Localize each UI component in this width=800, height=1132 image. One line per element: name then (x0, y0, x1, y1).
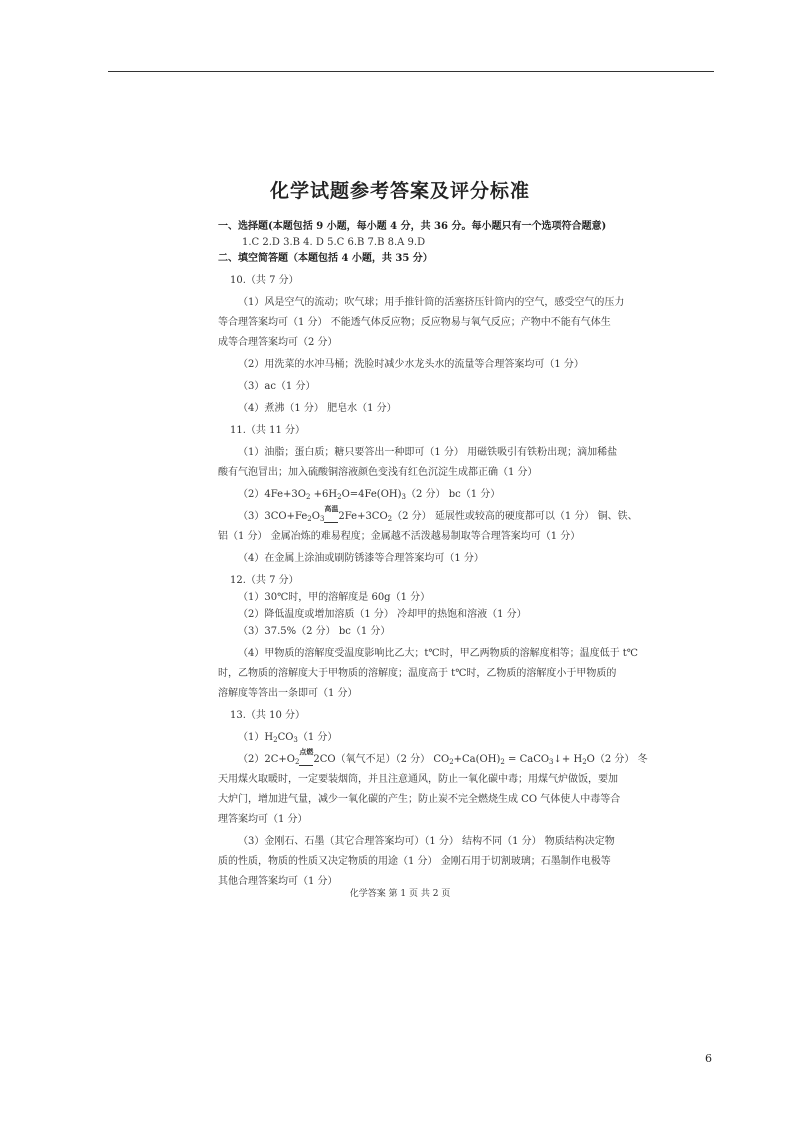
choice-answers: 1.C 2.D 3.B 4. D 5.C 6.B 7.B 8.A 9.D (242, 237, 426, 248)
page-number: 6 (705, 1052, 712, 1065)
q12-part4 (218, 646, 674, 702)
reaction-condition-high-temp: 高温 (324, 512, 338, 523)
q12-part2: （2）降低温度或增加溶质（1 分） 冷却甲的热饱和溶液（1 分） (238, 609, 527, 620)
q12-part4-line3: 溶解度等答出一条即可（1 分） (218, 688, 358, 699)
q10-part1 (218, 295, 674, 351)
q11-part1-line1: （1）油脂；蛋白质；糖只要答出一种即可（1 分） 用磁铁吸引有铁粉出现；滴加稀盐 (238, 447, 618, 458)
q11-part4: （4）在金属上涂油或刷防锈漆等合理答案均可（1 分） (238, 553, 484, 564)
q13-part3 (218, 834, 674, 890)
q13-part2-line3: 大炉门，增加进气量，减少一氧化碳的产生；防止炭不完全燃烧生成 CO 气体使人中毒等合 (218, 794, 621, 805)
q11-part3-line2: 铝（1 分） 金属冶炼的难易程度；金属越不活泼越易制取等合理答案均可（1 分） (218, 531, 581, 542)
section2-heading: 二、填空简答题（本题包括 4 小题，共 35 分） (218, 253, 433, 264)
q10-header: 10.（共 7 分） (230, 275, 299, 286)
q11-part1-line2: 酸有气泡冒出；加入硫酸铜溶液颜色变浅有红色沉淀生成都正确（1 分） (218, 467, 538, 478)
q11-part3-equation: $(3)3CO+Fe_2O_3$ 高温 $2Fe+3CO_2(2$ 分） 延展性或较高的硬度都可以（1 分） 铜、铁、 (238, 504, 638, 523)
section1-heading: 一、选择题(本题包括 9 小题，每小题 4 分，共 36 分。每小题只有一个选项符合题意) (218, 221, 607, 232)
q13-part3-line1: （3）金刚石、石墨（其它合理答案均可）（1 分） 结构不同（1 分） 物质结构决定物 (238, 836, 615, 847)
q12-part4-line1: （4）甲物质的溶解度受温度影响比乙大；t℃时，甲乙两物质的溶解度相等；温度低于 t℃ (238, 648, 638, 659)
q11-part2-equation: $(2)4Fe+3O_2 +6H_2O=4Fe(OH)_3(2$ 分） bc（1 分） (238, 489, 501, 501)
q11-part1 (218, 445, 674, 481)
q12-part4-line2: 时，乙物质的溶解度大于甲物质的溶解度；温度高于 t℃时，乙物质的溶解度小于甲物质的 (218, 668, 617, 679)
q12-part1: （1）30℃时，甲的溶解度是 60g（1 分） (238, 592, 431, 603)
q13-part1: $(1)H_2CO_3(1$ 分） (238, 732, 338, 744)
q11-header: 11.（共 11 分） (230, 425, 305, 436)
q13-part3-line2: 质的性质，物质的性质又决定物质的用途（1 分） 金刚石用于切割玻璃；石墨制作电极等 (218, 856, 611, 867)
q12-part3: （3）37.5%（2 分） bc（1 分） (238, 626, 391, 637)
q10-part1-line2: 等合理答案均可（1 分） 不能透气体反应物；反应物易与氧气反应；产物中不能有气体生 (218, 317, 611, 328)
q10-part2: （2）用洗菜的水冲马桶；洗脸时减少水龙头水的流量等合理答案均可（1 分） (238, 359, 584, 370)
q13-header: 13.（共 10 分） (230, 710, 305, 721)
q13-part2-line4: 理答案均可（1 分） (218, 814, 308, 825)
answer-content (218, 219, 674, 890)
page-title: 化学试题参考答案及评分标准 (269, 180, 530, 202)
q10-part1-line1: （1）风是空气的流动；吹气球；用手推针筒的活塞挤压针筒内的空气，感受空气的压力 (238, 297, 625, 308)
q13-part2-line2: 天用煤火取暖时，一定要装烟筒，并且注意通风，防止一氧化碳中毒；用煤气炉做饭，要加 (218, 774, 618, 785)
q10-part1-line3: 成等合理答案均可（2 分） (218, 337, 338, 348)
top-rule (108, 71, 714, 72)
page-footer: 化学答案 第 1 页 共 2 页 (349, 889, 451, 899)
q10-part3: （3）ac（1 分） (238, 381, 316, 392)
q13-part2-equation: $(2)2C+O_2$ 点燃 2CO（氧气不足）（2 分） $CO_2+Ca(OH)_2$ = CaCO$_3$↓+ $H_2O(2$ 分） 冬 (238, 747, 648, 766)
q10-part4: （4）煮沸（1 分） 肥皂水（1 分） (238, 403, 397, 414)
q13-part3-line3: 其他合理答案均可（1 分） (218, 876, 338, 887)
q12-header: 12.（共 7 分） (230, 575, 299, 586)
reaction-condition-ignite: 点燃 (299, 755, 313, 766)
